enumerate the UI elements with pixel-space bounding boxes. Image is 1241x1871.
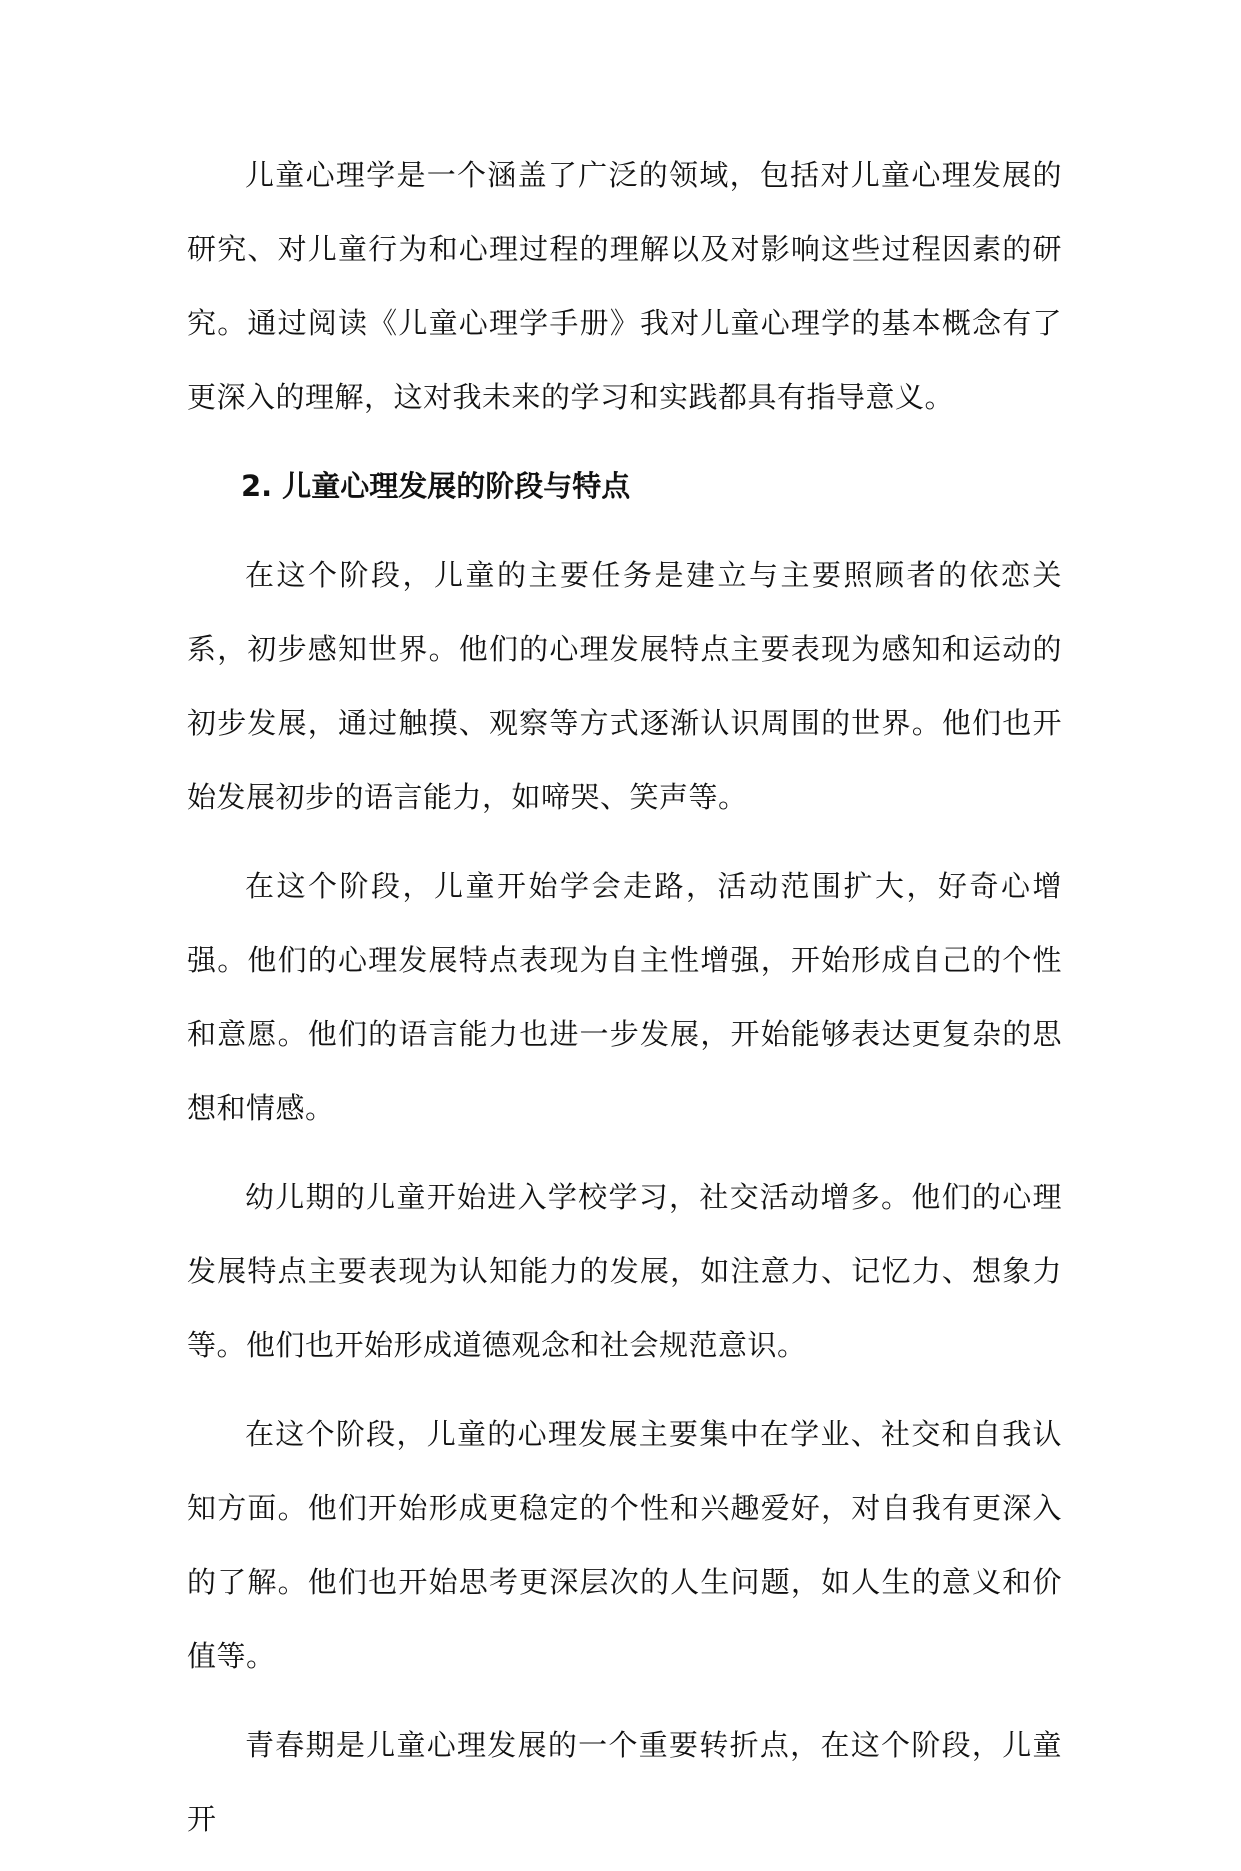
- paragraph-school-age: 在这个阶段，儿童的心理发展主要集中在学业、社交和自我认知方面。他们开始形成更稳定的个性和兴趣爱好，对自我有更深入的了解。他们也开始思考更深层次的人生问题，如人生的意义和价值等。: [187, 1417, 1062, 1673]
- paragraph-toddler: 在这个阶段，儿童开始学会走路，活动范围扩大，好奇心增强。他们的心理发展特点表现为自主性增强，开始形成自己的个性和意愿。他们的语言能力也进一步发展，开始能够表达更复杂的思想和情感。: [187, 869, 1062, 1125]
- paragraph-preschool: 幼儿期的儿童开始进入学校学习，社交活动增多。他们的心理发展特点主要表现为认知能力的发展，如注意力、记忆力、想象力等。他们也开始形成道德观念和社会规范意识。: [187, 1180, 1062, 1362]
- paragraph-infancy: 在这个阶段，儿童的主要任务是建立与主要照顾者的依恋关系，初步感知世界。他们的心理发展特点主要表现为感知和运动的初步发展，通过触摸、观察等方式逐渐认识周围的世界。他们也开始发展初步的语言能力，如啼哭、笑声等。: [187, 558, 1062, 814]
- page-content: [187, 138, 1062, 1871]
- intro-paragraph: 儿童心理学是一个涵盖了广泛的领域，包括对儿童心理发展的研究、对儿童行为和心理过程的理解以及对影响这些过程因素的研究。通过阅读《儿童心理学手册》我对儿童心理学的基本概念有了更深入的理解，这对我未来的学习和实践都具有指导意义。: [187, 158, 1062, 414]
- section-heading: 2. 儿童心理发展的阶段与特点: [241, 469, 631, 503]
- paragraph-adolescence: 青春期是儿童心理发展的一个重要转折点，在这个阶段，儿童开: [187, 1728, 1062, 1836]
